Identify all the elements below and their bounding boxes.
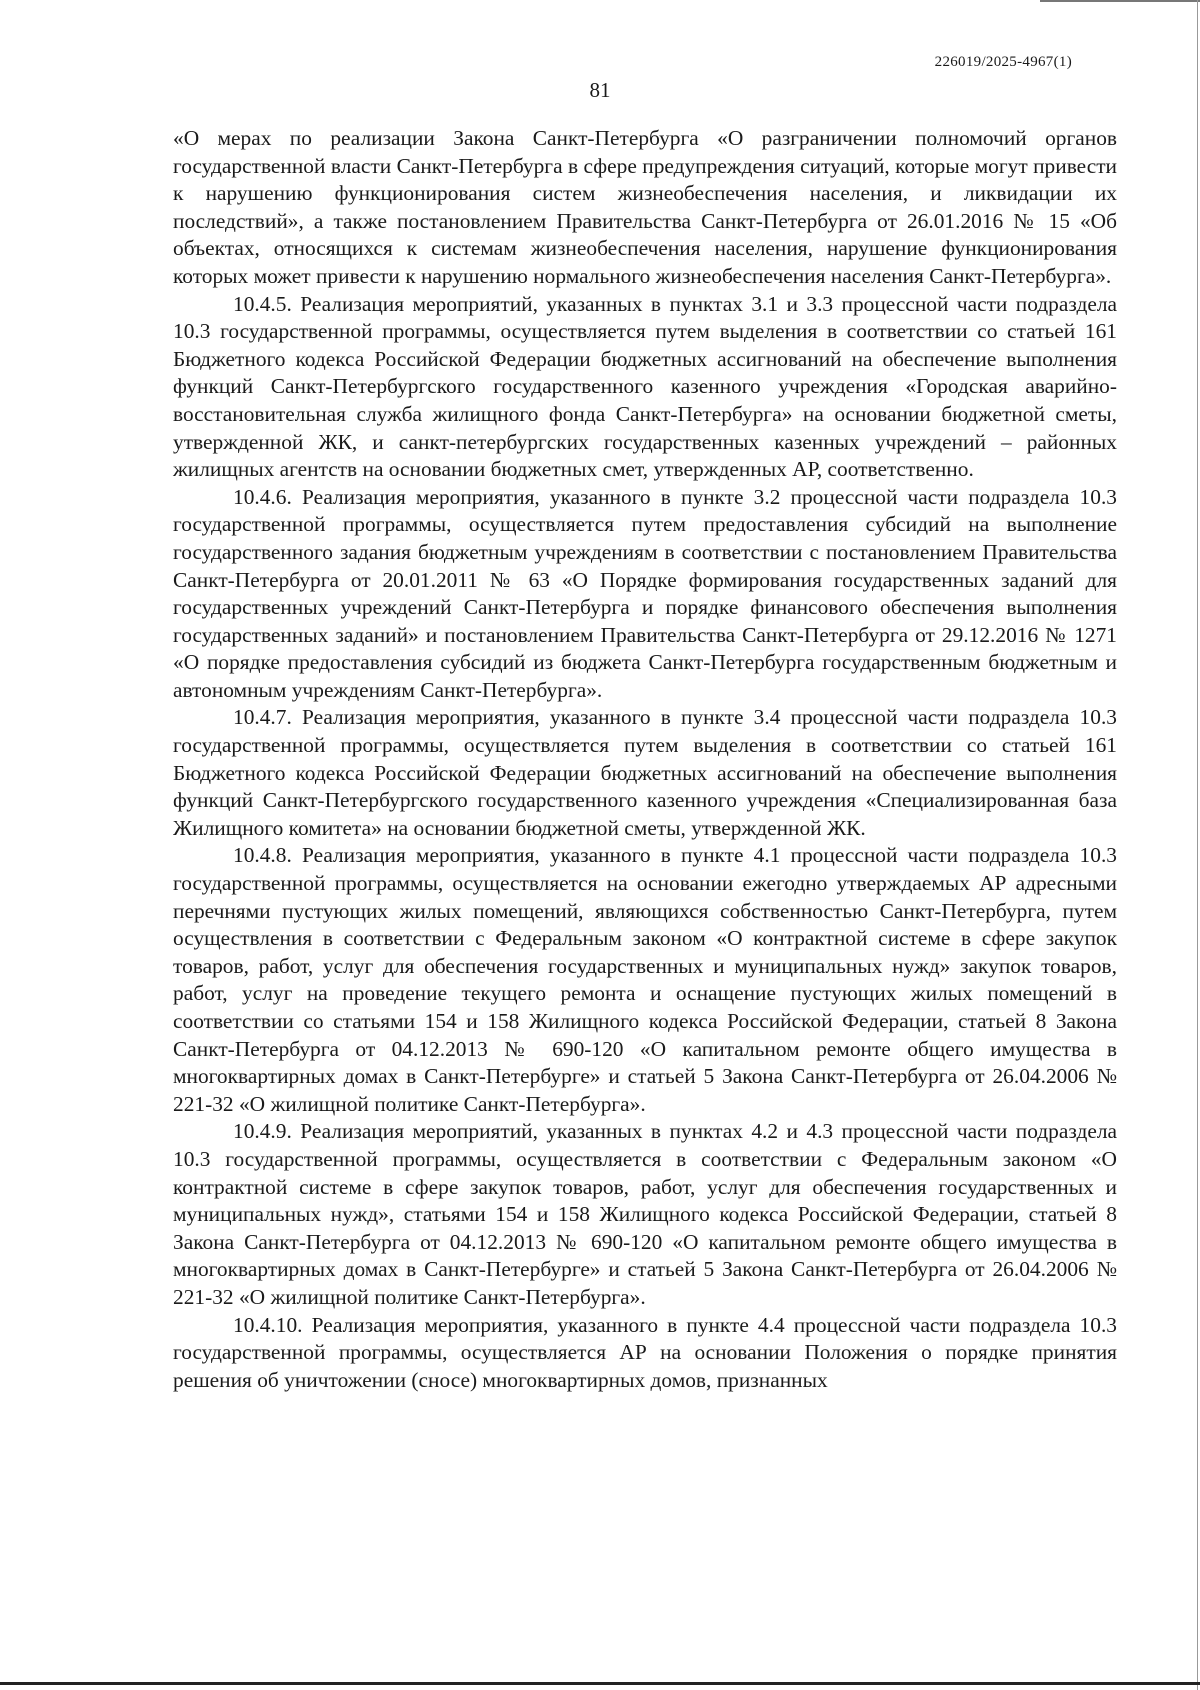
paragraph-10-4-8: 10.4.8. Реализация мероприятия, указанного в пункте 4.1 процессной части подраздела 10.3 государственной программы, осуществляется на основании ежегодно утверждаемых АР адресными перечнями пустующих жилых помещений, являющихся собственностью Санкт-Петербурга, путем осуществления в соответствии с Федеральным законом «О контрактной системе в сфере закупок товаров, работ, услуг для обеспечения государственных и муниципальных нужд» закупок товаров, работ, услуг на проведение текущего ремонта и оснащение пустующих жилых помещений в соответствии со статьями 154 и 158 Жилищного кодекса Российской Федерации, статьей 8 Закона Санкт-Петербурга от 04.12.2013 № 690-120 «О капитальном ремонте общего имущества в многоквартирных домах в Санкт-Петербурге» и статьей 5 Закона Санкт-Петербурга от 26.04.2006 № 221-32 «О жилищной политике Санкт-Петербурга». <box>173 843 1117 1116</box>
scan-edge-right <box>1197 0 1198 1690</box>
paragraph-10-4-6: 10.4.6. Реализация мероприятия, указанного в пункте 3.2 процессной части подраздела 10.3 государственной программы, осуществляется путем предоставления субсидий на выполнение государственного задания бюджетным учреждениям в соответствии с постановлением Правительства Санкт-Петербурга от 20.01.2011 № 63 «О Порядке формирования государственных заданий для государственных учреждений Санкт-Петербурга и порядке финансового обеспечения выполнения государственных заданий» и постановлением Правительства Санкт-Петербурга от 29.12.2016 № 1271 «О порядке предоставления субсидий из бюджета Санкт-Петербурга государственным бюджетным и автономным учреждениям Санкт-Петербурга». <box>173 484 1117 702</box>
paragraph-continuation: «О мерах по реализации Закона Санкт-Петербурга «О разграничении полномочий органов государственной власти Санкт-Петербурга в сфере предупреждения ситуаций, которые могут привести к нарушению функционирования систем жизнеобеспечения населения, и ликвидации их последствий», а также постановлением Правительства Санкт-Петербурга от 26.01.2016 № 15 «Об объектах, относящихся к системам жизнеобеспечения населения, нарушение функционирования которых может привести к нарушению нормального жизнеобеспечения населения Санкт-Петербурга». <box>173 126 1117 288</box>
paragraph-10-4-5: 10.4.5. Реализация мероприятий, указанных в пунктах 3.1 и 3.3 процессной части подраздела 10.3 государственной программы, осуществляется путем выделения в соответствии со статьей 161 Бюджетного кодекса Российской Федерации бюджетных ассигнований на обеспечение выполнения функций Санкт-Петербургского государственного казенного учреждения «Городская аварийно-восстановительная служба жилищного фонда Санкт-Петербурга» на основании бюджетной сметы, утвержденной ЖК, и санкт-петербургских государственных казенных учреждений – районных жилищных агентств на основании бюджетных смет, утвержденных АР, соответственно. <box>173 291 1117 482</box>
scan-edge-bottom <box>0 1682 1200 1685</box>
paragraph-10-4-7: 10.4.7. Реализация мероприятия, указанного в пункте 3.4 процессной части подраздела 10.3 государственной программы, осуществляется путем выделения в соответствии со статьей 161 Бюджетного кодекса Российской Федерации бюджетных ассигнований на обеспечение выполнения функций Санкт-Петербургского государственного казенного учреждения «Специализированная база Жилищного комитета» на основании бюджетной сметы, утвержденной ЖК. <box>173 705 1117 840</box>
document-body <box>173 125 1117 1394</box>
page-number: 81 <box>589 78 611 102</box>
scan-edge-top <box>1040 0 1200 2</box>
paragraph-10-4-9: 10.4.9. Реализация мероприятий, указанных в пунктах 4.2 и 4.3 процессной части подраздела 10.3 государственной программы, осуществляется в соответствии с Федеральным законом «О контрактной системе в сфере закупок товаров, работ, услуг для обеспечения государственных и муниципальных нужд», статьями 154 и 158 Жилищного кодекса Российской Федерации, статьей 8 Закона Санкт-Петербурга от 04.12.2013 № 690-120 «О капитальном ремонте общего имущества в многоквартирных домах в Санкт-Петербурге» и статьей 5 Закона Санкт-Петербурга от 26.04.2006 № 221-32 «О жилищной политике Санкт-Петербурга». <box>173 1119 1117 1309</box>
paragraph-10-4-10: 10.4.10. Реализация мероприятия, указанного в пункте 4.4 процессной части подраздела 10.3 государственной программы, осуществляется АР на основании Положения о порядке принятия решения об уничтожении (сносе) многоквартирных домов, признанных <box>173 1312 1117 1392</box>
document-registration-number: 226019/2025-4967(1) <box>934 54 1072 70</box>
